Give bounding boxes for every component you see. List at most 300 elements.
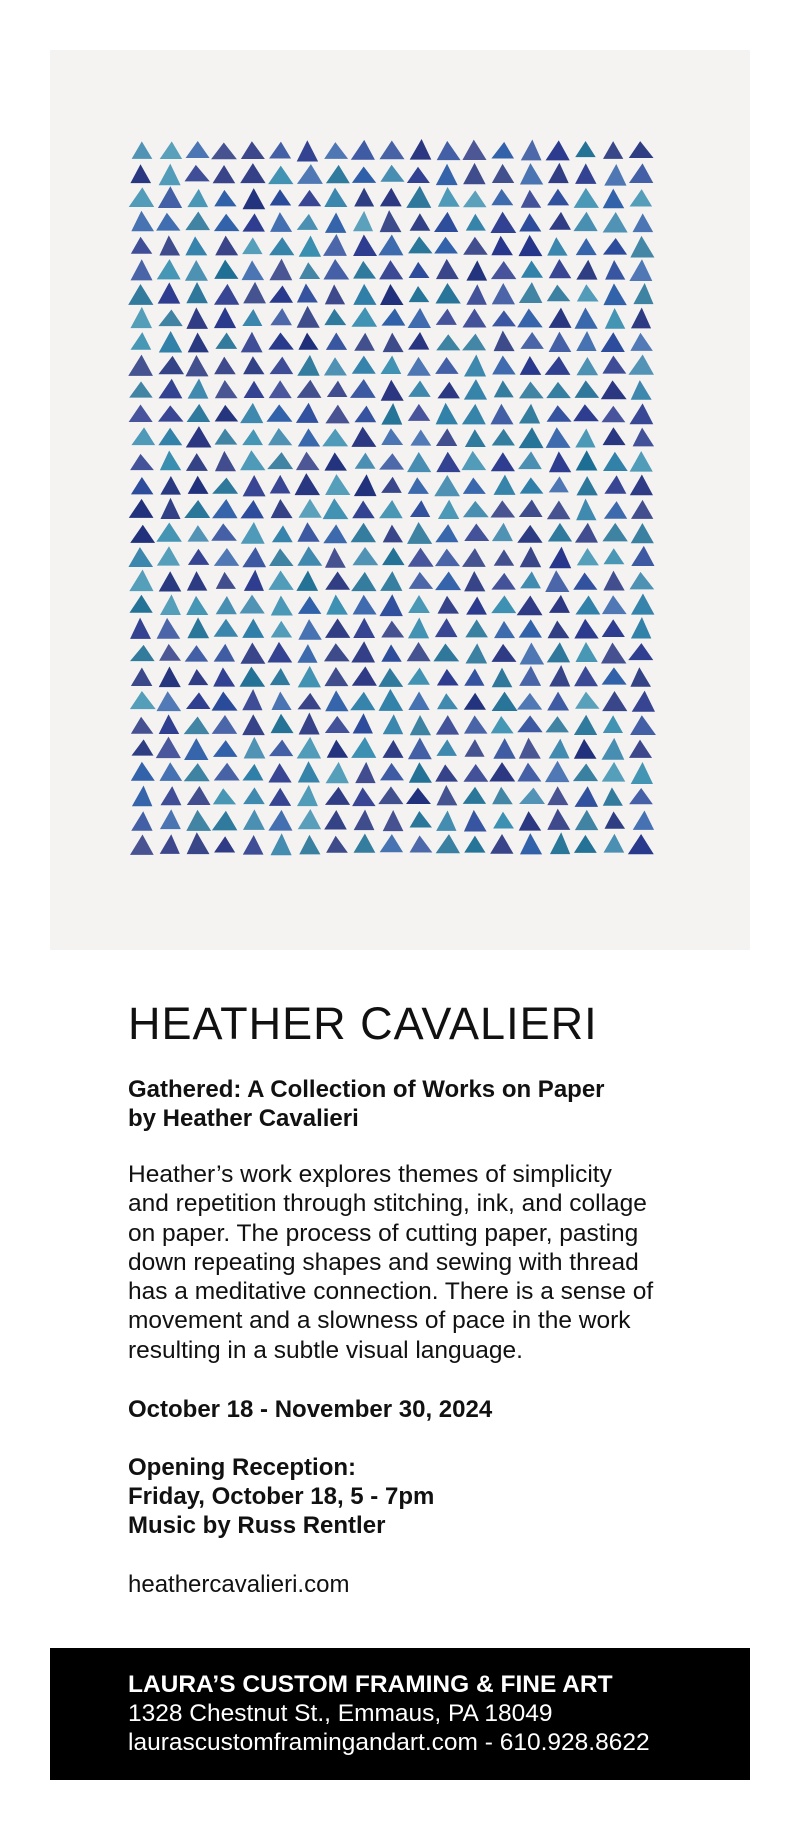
artwork-triangle	[547, 189, 569, 206]
artwork-triangle	[519, 811, 541, 830]
artwork-triangle	[381, 355, 402, 374]
artwork-triangle	[270, 308, 292, 325]
artwork-triangle	[355, 762, 375, 783]
artwork-triangle	[519, 213, 541, 231]
artwork-triangle	[603, 189, 625, 209]
artwork-triangle	[437, 382, 459, 399]
artwork-triangle	[327, 740, 348, 758]
artwork-triangle	[435, 357, 458, 374]
artwork-triangle	[493, 475, 515, 495]
artwork-triangle	[494, 380, 514, 397]
artwork-triangle	[214, 644, 235, 662]
artwork-triangle	[631, 617, 651, 638]
artwork-triangle	[243, 356, 264, 374]
artwork-triangle	[297, 522, 319, 542]
artwork-triangle	[549, 595, 570, 613]
artwork-triangle	[157, 259, 181, 279]
artwork-triangle	[462, 548, 486, 567]
artwork-triangle	[380, 284, 403, 305]
artwork-triangle	[380, 188, 402, 207]
artwork-triangle	[463, 237, 488, 255]
artwork-triangle	[215, 236, 238, 256]
artwork-triangle	[350, 692, 375, 710]
artwork-triangle	[602, 595, 627, 614]
artwork-triangle	[491, 595, 516, 613]
artwork-triangle	[602, 356, 626, 374]
artwork-triangle	[325, 548, 346, 568]
artwork-triangle	[212, 811, 237, 831]
artwork-triangle	[244, 570, 264, 591]
artwork-triangle	[298, 333, 318, 350]
artwork-triangle	[465, 429, 486, 447]
artwork-triangle	[132, 141, 153, 158]
artwork-triangle	[517, 525, 542, 543]
artwork-triangle	[549, 259, 572, 278]
reception-music: Music by Russ Rentler	[128, 1512, 386, 1539]
artwork-triangle	[602, 762, 626, 782]
artwork-triangle	[240, 595, 265, 614]
artwork-triangle	[407, 167, 430, 183]
artwork-triangle	[517, 596, 543, 616]
artwork-triangle	[574, 666, 598, 686]
artwork-triangle	[603, 571, 624, 591]
artwork-triangle	[354, 809, 375, 830]
artwork-triangle	[573, 572, 597, 589]
artwork-triangle	[350, 379, 376, 398]
artwork-triangle	[242, 237, 262, 254]
artwork-triangle	[267, 642, 292, 663]
artwork-triangle	[272, 525, 293, 542]
artwork-triangle	[492, 692, 518, 711]
artwork-triangle	[379, 689, 404, 711]
artwork-triangle	[604, 475, 626, 493]
artwork-triangle	[575, 163, 596, 183]
artwork-triangle	[298, 190, 321, 206]
artwork-triangle	[298, 428, 320, 446]
artwork-triangle	[575, 810, 598, 830]
artwork-triangle	[492, 787, 513, 804]
artwork-triangle	[131, 739, 153, 755]
artwork-triangle	[187, 189, 208, 207]
artwork-triangle	[549, 212, 571, 230]
artwork-triangle	[185, 212, 210, 231]
artwork-triangle	[466, 284, 487, 304]
artwork-triangle	[242, 714, 265, 735]
artwork-triangles-image	[50, 50, 750, 950]
artwork-triangle	[491, 261, 516, 279]
artwork-triangle	[184, 763, 210, 781]
artwork-triangle	[628, 834, 654, 854]
artist-website-link[interactable]: heathercavalieri.com	[128, 1571, 350, 1598]
artwork-triangle	[242, 764, 263, 781]
artwork-triangle	[573, 764, 598, 782]
artwork-triangle	[493, 812, 514, 829]
artwork-triangle	[382, 740, 403, 758]
artwork-triangle	[490, 212, 516, 233]
artwork-triangle	[352, 547, 378, 565]
artwork-triangle	[550, 832, 570, 854]
artwork-triangle	[381, 644, 401, 661]
artwork-triangle	[603, 212, 628, 232]
artwork-triangle	[185, 236, 207, 255]
artwork-triangle	[520, 332, 543, 349]
artwork-triangle	[437, 785, 458, 805]
artwork-triangle	[573, 212, 597, 231]
artwork-triangle	[517, 693, 542, 710]
artwork-triangle	[269, 259, 292, 281]
artwork-triangle	[240, 403, 263, 423]
artwork-triangle	[353, 713, 373, 733]
artwork-triangle	[270, 833, 291, 855]
artwork-triangle	[184, 738, 208, 760]
artwork-triangle	[297, 785, 318, 806]
artwork-triangle	[517, 715, 542, 732]
artwork-triangle	[128, 355, 153, 376]
artwork-triangle	[605, 811, 626, 828]
artwork-triangle	[574, 619, 598, 639]
artwork-triangle	[547, 786, 568, 805]
artwork-triangle	[213, 165, 236, 183]
artwork-triangle	[156, 523, 182, 542]
artwork-triangle	[296, 403, 319, 423]
artwork-triangle	[242, 429, 263, 445]
artwork-triangle	[270, 189, 291, 205]
artwork-triangle	[243, 475, 266, 496]
artwork-triangle	[131, 717, 154, 734]
exhibition-description	[128, 1160, 688, 1365]
artwork-triangle	[437, 141, 461, 160]
artwork-triangle	[575, 380, 600, 398]
artwork-triangle	[629, 163, 653, 183]
artwork-triangle	[408, 236, 432, 253]
artwork-triangle	[410, 500, 430, 517]
artwork-triangle	[271, 714, 294, 733]
artwork-triangle	[379, 500, 403, 518]
artwork-triangle	[382, 547, 404, 565]
artwork-triangle	[380, 210, 402, 232]
artwork-triangle	[322, 429, 348, 447]
artwork-triangle	[214, 836, 235, 852]
artwork-triangle	[159, 762, 182, 781]
artwork-triangle	[269, 548, 293, 566]
artwork-triangle	[631, 380, 652, 400]
artwork-triangle	[213, 788, 236, 804]
artwork-triangle	[408, 692, 429, 711]
artwork-triangle	[601, 738, 624, 760]
artwork-triangle	[323, 524, 347, 543]
artwork-triangle	[297, 140, 318, 161]
artwork-triangle	[629, 740, 652, 758]
artwork-triangle	[130, 307, 152, 328]
artwork-triangle	[159, 666, 181, 687]
artwork-triangle	[521, 190, 542, 208]
artwork-triangle	[492, 429, 515, 446]
artwork-triangle	[186, 692, 210, 709]
artwork-triangle	[545, 570, 569, 592]
artwork-triangle	[269, 740, 293, 757]
artwork-triangle	[491, 189, 513, 205]
artwork-triangle	[464, 669, 484, 686]
artwork-triangle	[186, 453, 208, 471]
artwork-triangle	[268, 763, 291, 782]
artwork-triangle	[521, 140, 542, 161]
artwork-triangle	[601, 380, 627, 399]
artwork-triangle	[408, 618, 429, 639]
artwork-triangle	[379, 594, 402, 616]
artwork-triangle	[631, 762, 653, 784]
artwork-triangle	[160, 594, 181, 615]
artwork-triangle	[325, 213, 346, 233]
artwork-triangle	[383, 810, 404, 831]
artwork-triangle	[243, 809, 265, 829]
artwork-triangle	[297, 164, 323, 184]
artwork-triangle	[131, 259, 153, 280]
artwork-triangle	[132, 786, 152, 807]
artwork-triangle	[437, 669, 459, 686]
artwork-triangle	[240, 500, 263, 518]
artwork-triangle	[380, 571, 402, 591]
artwork-triangle	[296, 570, 318, 590]
artwork-triangle	[378, 668, 403, 687]
artwork-triangle	[187, 404, 211, 422]
artwork-triangle	[436, 715, 459, 735]
artwork-triangle	[213, 667, 235, 686]
artwork-triangle	[546, 140, 570, 160]
artwork-triangle	[160, 786, 181, 805]
artwork-triangle	[298, 809, 321, 829]
artwork-triangle	[407, 357, 431, 376]
artwork-triangle	[546, 427, 571, 448]
artwork-triangle	[435, 549, 460, 567]
artwork-triangle	[381, 380, 404, 401]
artwork-triangle	[464, 810, 487, 832]
description-line: down repeating shapes and sewing with thread	[128, 1248, 639, 1276]
artwork-triangle	[519, 427, 544, 448]
artwork-triangle	[494, 330, 515, 351]
artwork-triangle	[297, 214, 318, 230]
artwork-triangle	[492, 164, 514, 183]
artwork-triangle	[434, 237, 458, 254]
artwork-triangle	[186, 141, 210, 158]
artwork-triangle	[547, 692, 569, 711]
artwork-triangle	[241, 332, 263, 353]
artwork-triangle	[160, 834, 180, 854]
artwork-triangle	[410, 213, 431, 231]
artwork-triangle	[159, 379, 183, 399]
artwork-triangle	[129, 404, 153, 422]
artwork-triangle	[545, 356, 571, 375]
artwork-triangle	[519, 619, 542, 637]
artwork-triangle	[214, 763, 240, 781]
artwork-triangle	[214, 190, 236, 207]
artwork-triangle	[325, 618, 350, 637]
artwork-triangle	[409, 262, 430, 278]
artwork-triangle	[131, 427, 155, 445]
artwork-triangle	[352, 167, 376, 183]
artwork-triangle	[184, 165, 209, 181]
artwork-triangle	[436, 164, 458, 185]
artwork-triangle	[299, 712, 320, 734]
artwork-triangle	[187, 525, 209, 542]
artwork-triangle	[270, 668, 290, 685]
artwork-triangle	[159, 164, 181, 186]
artwork-triangle	[351, 427, 376, 447]
artwork-triangle	[436, 259, 459, 279]
artwork-triangle	[409, 286, 430, 302]
artwork-triangle	[549, 547, 571, 569]
artwork-triangle	[240, 643, 265, 664]
artwork-triangle	[354, 406, 376, 423]
artwork-triangle	[409, 762, 432, 782]
artwork-triangle	[464, 379, 487, 400]
artwork-triangle	[631, 523, 654, 543]
artwork-triangle	[604, 501, 627, 519]
artwork-triangle	[603, 238, 627, 255]
artwork-triangle	[603, 141, 623, 159]
artwork-triangle	[493, 738, 515, 759]
artwork-triangle	[271, 621, 292, 638]
artwork-triangle	[630, 572, 655, 590]
artwork-triangle	[464, 571, 485, 591]
artwork-triangle	[129, 187, 155, 207]
artwork-triangle	[354, 188, 374, 207]
artwork-triangle	[158, 186, 182, 208]
artwork-triangle	[326, 594, 348, 614]
artwork-triangle	[271, 595, 293, 615]
description-line: and repetition through stitching, ink, and collage	[128, 1190, 647, 1218]
artwork-triangle	[381, 308, 405, 325]
artwork-triangle	[491, 644, 516, 662]
artwork-triangle	[378, 786, 403, 804]
artwork-triangle	[188, 332, 209, 352]
artwork-triangle	[271, 499, 293, 518]
artwork-triangle	[490, 404, 513, 425]
artwork-triangle	[243, 188, 266, 209]
artwork-triangle	[156, 691, 181, 711]
artwork-triangle	[131, 237, 152, 254]
artwork-triangle	[601, 643, 626, 664]
artwork-triangle	[242, 619, 264, 638]
artwork-triangle	[549, 332, 572, 352]
artwork-triangle	[130, 454, 154, 470]
description-line: on paper. The process of cutting paper, pasting	[128, 1219, 639, 1247]
artwork-triangle	[438, 187, 460, 207]
artwork-triangle	[215, 451, 236, 471]
artwork-triangle	[324, 357, 347, 375]
artwork-triangle	[492, 310, 516, 326]
artwork-triangle	[410, 429, 431, 445]
artwork-triangle	[156, 213, 180, 231]
artwork-triangle	[406, 788, 431, 804]
artwork-triangle	[519, 788, 545, 804]
artwork-triangle	[519, 381, 544, 398]
gallery-footer-banner	[50, 1648, 750, 1780]
artwork-triangle	[129, 595, 152, 613]
artwork-triangle	[268, 333, 293, 350]
artwork-triangle	[130, 164, 151, 183]
artwork-triangle	[214, 619, 239, 637]
artwork-triangle	[410, 715, 431, 735]
artwork-triangle	[354, 474, 377, 496]
artwork-triangle	[353, 261, 376, 279]
artwork-triangle	[327, 381, 348, 397]
artwork-triangle	[211, 523, 237, 540]
artwork-triangle	[244, 381, 265, 398]
artwork-triangle	[186, 810, 211, 831]
artwork-triangle	[212, 499, 238, 518]
artwork-triangle	[437, 693, 458, 709]
artwork-triangle	[574, 835, 597, 853]
artwork-triangle	[325, 787, 350, 805]
artwork-triangle	[574, 739, 597, 759]
artwork-triangle	[490, 500, 515, 517]
gallery-name: LAURA’S CUSTOM FRAMING & FINE ART	[128, 1671, 613, 1698]
artwork-triangle	[575, 596, 600, 615]
artwork-triangle	[631, 594, 654, 615]
artwork-triangle	[324, 188, 347, 207]
artwork-triangle	[131, 762, 155, 781]
artwork-triangle	[521, 261, 543, 278]
artwork-triangle	[351, 641, 375, 662]
artwork-triangle	[216, 572, 236, 589]
artwork-triangle	[383, 714, 404, 734]
artwork-triangle	[436, 811, 456, 831]
artwork-triangle	[408, 477, 429, 494]
artwork-triangle	[465, 643, 487, 663]
artwork-triangle	[577, 548, 599, 565]
artwork-triangle	[298, 596, 321, 614]
artwork-triangle	[575, 642, 597, 662]
artwork-triangle	[436, 739, 457, 756]
artwork-triangle	[547, 285, 571, 302]
artwork-triangle	[243, 835, 264, 855]
artwork-triangle	[269, 788, 291, 806]
artwork-triangle	[214, 284, 239, 305]
artwork-triangle	[381, 403, 402, 425]
artwork-triangle	[353, 235, 377, 257]
artwork-triangle	[408, 308, 431, 328]
artwork-triangle	[574, 786, 598, 807]
artwork-triangle	[602, 523, 627, 541]
artwork-triangle	[160, 809, 181, 829]
reception-datetime: Friday, October 18, 5 - 7pm	[128, 1483, 435, 1510]
artwork-triangle	[633, 428, 654, 447]
artwork-triangle	[242, 213, 264, 231]
artwork-triangle	[325, 474, 350, 495]
artwork-triangle	[130, 835, 154, 855]
artwork-triangle	[159, 714, 179, 734]
artwork-triangle	[491, 573, 515, 590]
artwork-triangle	[519, 666, 541, 686]
artwork-triangle	[518, 235, 542, 256]
artwork-triangle	[352, 666, 377, 685]
artwork-triangle	[462, 309, 486, 328]
artwork-triangle	[130, 525, 155, 543]
artwork-triangle	[159, 644, 181, 661]
artwork-triangle	[324, 259, 350, 280]
artwork-triangle	[298, 666, 321, 688]
artwork-triangle	[409, 572, 433, 589]
artwork-triangle	[407, 668, 429, 685]
artwork-triangle	[574, 715, 597, 735]
artwork-triangle	[491, 452, 515, 471]
artwork-triangle	[160, 141, 182, 159]
artwork-triangle	[187, 786, 211, 805]
artwork-triangle	[184, 500, 210, 518]
artwork-triangle	[466, 214, 486, 231]
artwork-triangle	[187, 571, 207, 590]
artwork-triangle	[603, 787, 623, 805]
